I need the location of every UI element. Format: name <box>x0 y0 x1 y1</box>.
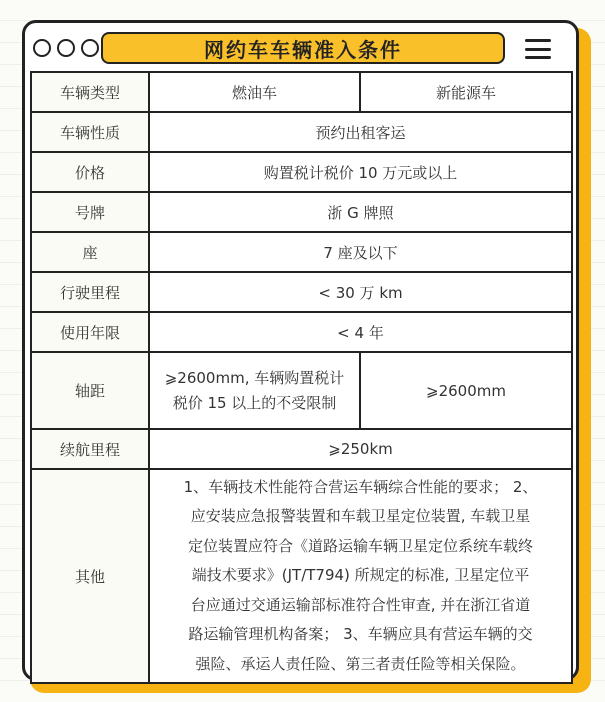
window-dot-icon[interactable] <box>57 39 75 57</box>
fuel-wheelbase-line: ⩾2600mm, 车辆购置税计 <box>164 368 345 387</box>
row-label: 号牌 <box>31 192 149 232</box>
text-line: 1、车辆技术性能符合营运车辆综合性能的要求； 2、 <box>183 477 538 496</box>
table-row <box>31 469 572 683</box>
new-energy-vehicle-header: 新能源车 <box>360 72 572 112</box>
row-label: 使用年限 <box>31 312 149 352</box>
row-label: 车辆性质 <box>31 112 149 152</box>
text-line: 应安装应急报警装置和车载卫星定位装置, 车载卫星 <box>190 507 531 526</box>
row-label: 其他 <box>31 469 149 683</box>
hamburger-menu-icon[interactable] <box>525 39 551 59</box>
row-label: 价格 <box>31 152 149 192</box>
fuel-wheelbase-value <box>149 352 360 429</box>
window-frame <box>22 20 579 681</box>
text-line: 定位装置应符合《道路运输车辆卫星定位系统车载终 <box>187 536 533 555</box>
row-value: < 30 万 km <box>149 272 572 312</box>
row-label: 轴距 <box>31 352 149 429</box>
fuel-wheelbase-line: 税价 15 以上的不受限制 <box>172 393 337 412</box>
table-row <box>31 232 572 272</box>
page-title: 网约车车辆准入条件 <box>101 32 505 64</box>
window-dot-icon[interactable] <box>33 39 51 57</box>
text-line: 端技术要求》(JT/T794) 所规定的标准, 卫星定位平 <box>191 566 530 585</box>
text-line: 强险、承运人责任险、第三者责任险等相关保险。 <box>195 654 526 673</box>
row-value: 浙 G 牌照 <box>149 192 572 232</box>
table-row <box>31 272 572 312</box>
table-row <box>31 152 572 192</box>
row-value: 预约出租客运 <box>149 112 572 152</box>
row-label: 车辆类型 <box>31 72 149 112</box>
row-label: 座 <box>31 232 149 272</box>
row-value: < 4 年 <box>149 312 572 352</box>
table-row <box>31 312 572 352</box>
text-line: 台应通过交通运输部标准符合性审查, 并在浙江省道 <box>190 595 531 614</box>
row-value: 购置税计税价 10 万元或以上 <box>149 152 572 192</box>
new-energy-wheelbase-value: ⩾2600mm <box>360 352 572 429</box>
table-row <box>31 72 572 112</box>
window-dot-icon[interactable] <box>81 39 99 57</box>
text-line: 路运输管理机构备案； 3、车辆应具有营运车辆的交 <box>188 625 533 644</box>
row-value: 7 座及以下 <box>149 232 572 272</box>
table-row <box>31 429 572 469</box>
table-row <box>31 192 572 232</box>
row-value: ⩾250km <box>149 429 572 469</box>
fuel-vehicle-header: 燃油车 <box>149 72 360 112</box>
other-requirements-text <box>149 469 572 683</box>
row-label: 行驶里程 <box>31 272 149 312</box>
window-dots <box>33 39 99 57</box>
requirements-table <box>30 71 573 684</box>
table-row <box>31 352 572 429</box>
table-row <box>31 112 572 152</box>
row-label: 续航里程 <box>31 429 149 469</box>
